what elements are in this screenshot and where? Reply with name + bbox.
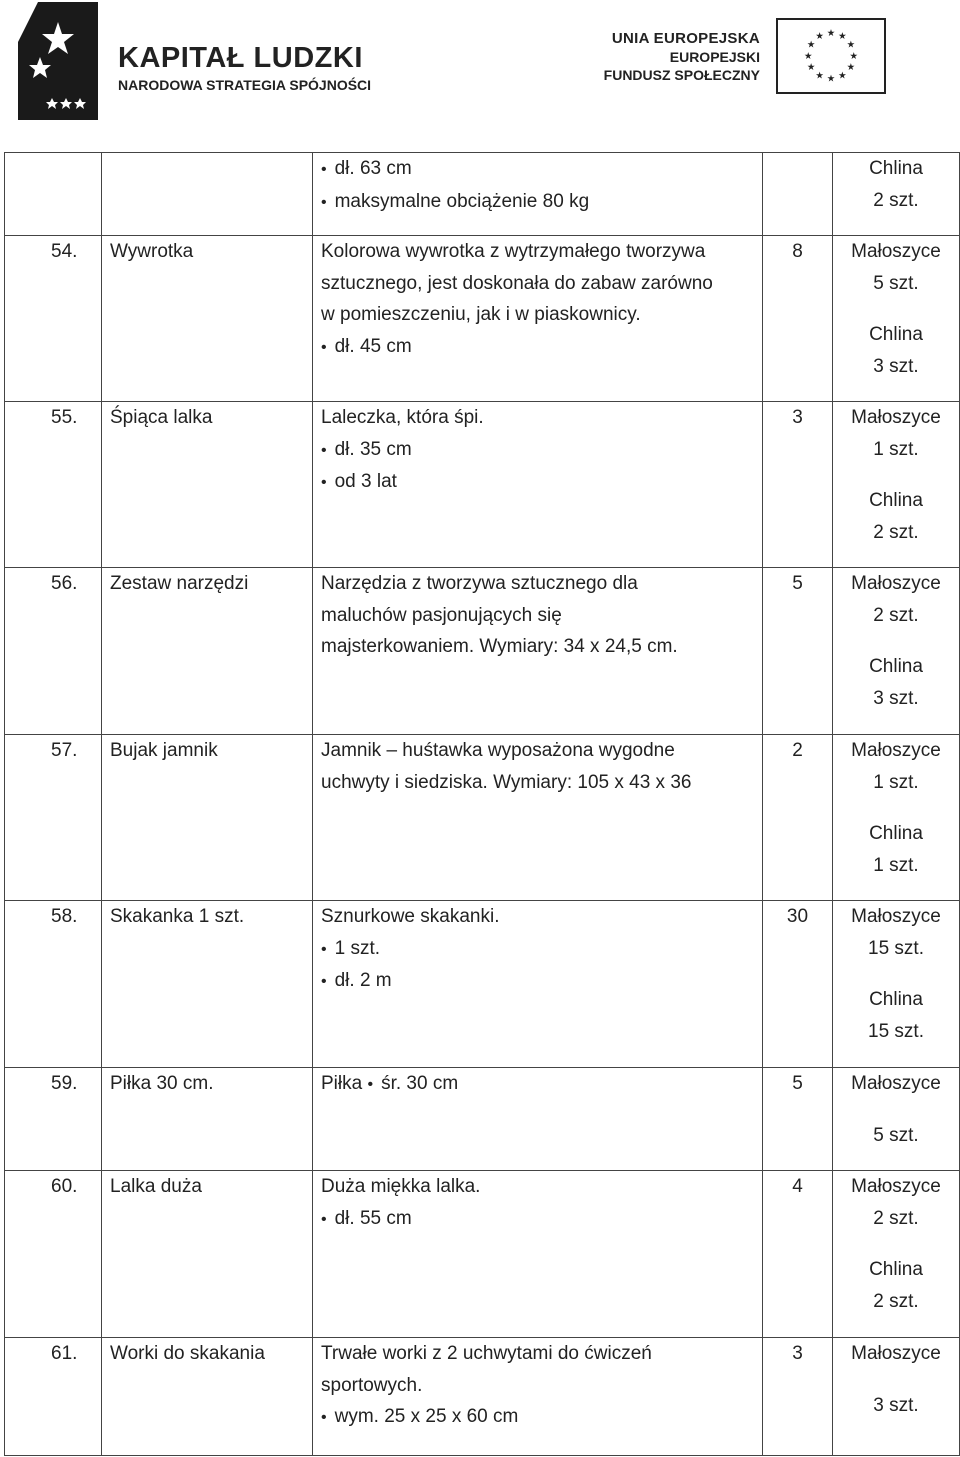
distribution-line: Małoszyce xyxy=(851,1343,941,1364)
item-quantity: 5 xyxy=(763,1068,833,1171)
description-line xyxy=(321,1068,756,1101)
item-quantity: 3 xyxy=(763,402,833,568)
item-distribution xyxy=(833,153,960,236)
distribution-line: Małoszyce xyxy=(851,573,941,594)
distribution-line: Chlina xyxy=(869,989,923,1010)
svg-text:★: ★ xyxy=(826,73,836,85)
distribution-line: Małoszyce xyxy=(851,241,941,262)
kapital-ludzki-title: KAPITAŁ LUDZKI xyxy=(118,42,363,74)
description-line: Trwałe worki z 2 uchwytami do ćwiczeń xyxy=(321,1343,652,1364)
item-number: 60. xyxy=(5,1171,102,1338)
svg-text:★: ★ xyxy=(826,28,836,40)
item-name xyxy=(102,153,313,236)
item-distribution xyxy=(833,1068,960,1171)
distribution-line: Chlina xyxy=(869,490,923,511)
item-name: Lalka duża xyxy=(102,1171,313,1338)
distribution-line: 5 szt. xyxy=(873,1124,919,1146)
item-distribution xyxy=(833,735,960,901)
svg-text:★: ★ xyxy=(838,30,847,42)
item-number: 55. xyxy=(5,402,102,568)
bullet-item: • śr. 30 cm xyxy=(367,1073,458,1094)
item-name: Śpiąca lalka xyxy=(102,402,313,568)
item-number: 58. xyxy=(5,901,102,1068)
distribution-line: 1 szt. xyxy=(873,438,919,460)
item-quantity: 3 xyxy=(763,1338,833,1456)
distribution-line: 2 szt. xyxy=(873,189,919,211)
table-row xyxy=(5,735,960,901)
description-line: Laleczka, która śpi. xyxy=(321,407,484,428)
distribution-line: Chlina xyxy=(869,324,923,345)
svg-text:★: ★ xyxy=(806,39,816,51)
bullet-item: • dł. 2 m xyxy=(321,965,756,998)
kapital-ludzki-subtitle: NARODOWA STRATEGIA SPÓJNOŚCI xyxy=(118,77,372,93)
description-line: Kolorowa wywrotka z wytrzymałego tworzywa xyxy=(321,241,706,262)
description-text: Piłka xyxy=(321,1073,368,1094)
description-line: maluchów pasjonujących się xyxy=(321,604,562,626)
distribution-line: Chlina xyxy=(869,158,923,179)
table-row xyxy=(5,402,960,568)
svg-text:★: ★ xyxy=(846,39,856,51)
item-number: 57. xyxy=(5,735,102,901)
distribution-line: 15 szt. xyxy=(868,937,924,959)
item-distribution xyxy=(833,402,960,568)
item-number: 59. xyxy=(5,1068,102,1171)
item-description xyxy=(313,1171,763,1338)
table-row xyxy=(5,1068,960,1171)
distribution-line: 1 szt. xyxy=(873,771,919,793)
items-table xyxy=(4,152,960,1456)
item-distribution xyxy=(833,1171,960,1338)
item-description xyxy=(313,153,763,236)
item-name: Worki do skakania xyxy=(102,1338,313,1456)
table-row xyxy=(5,236,960,402)
bullet-item: • dł. 45 cm xyxy=(321,331,756,364)
distribution-line: Małoszyce xyxy=(851,407,941,428)
table-row xyxy=(5,1338,960,1456)
distribution-line: 2 szt. xyxy=(873,521,919,543)
item-quantity: 30 xyxy=(763,901,833,1068)
distribution-line: 2 szt. xyxy=(873,604,919,626)
eu-label-line2: EUROPEJSKI xyxy=(669,49,760,65)
distribution-line: Chlina xyxy=(869,1259,923,1280)
item-quantity: 8 xyxy=(763,236,833,402)
item-description xyxy=(313,568,763,735)
eu-flag-icon xyxy=(776,18,886,94)
item-quantity: 4 xyxy=(763,1171,833,1338)
distribution-line: 3 szt. xyxy=(873,687,919,709)
item-name: Wywrotka xyxy=(102,236,313,402)
item-distribution xyxy=(833,1338,960,1456)
item-distribution xyxy=(833,236,960,402)
bullet-item: • 1 szt. xyxy=(321,933,756,966)
distribution-line: Małoszyce xyxy=(851,906,941,927)
description-line: sztucznego, jest doskonała do zabaw zarówno xyxy=(321,272,713,294)
item-quantity: 5 xyxy=(763,568,833,735)
bullet-item: • wym. 25 x 25 x 60 cm xyxy=(321,1401,756,1434)
svg-text:★: ★ xyxy=(846,62,856,74)
eu-label-line1: UNIA EUROPEJSKA xyxy=(611,30,760,47)
table-row xyxy=(5,568,960,735)
item-description xyxy=(313,1068,763,1171)
item-distribution xyxy=(833,568,960,735)
item-description xyxy=(313,901,763,1068)
distribution-line: Małoszyce xyxy=(851,740,941,761)
table-row xyxy=(5,153,960,236)
svg-text:★: ★ xyxy=(815,70,824,82)
bullet-item: • dł. 35 cm xyxy=(321,434,756,467)
svg-text:★: ★ xyxy=(806,62,816,74)
distribution-line: 5 szt. xyxy=(873,272,919,294)
item-description xyxy=(313,402,763,568)
svg-text:★: ★ xyxy=(849,50,858,62)
bullet-item: • maksymalne obciążenie 80 kg xyxy=(321,186,756,219)
page-header xyxy=(0,0,960,130)
eu-label xyxy=(604,30,760,84)
item-distribution xyxy=(833,901,960,1068)
item-number: 54. xyxy=(5,236,102,402)
description-line: Narzędzia z tworzywa sztucznego dla xyxy=(321,573,638,594)
bullet-item: • dł. 55 cm xyxy=(321,1203,756,1236)
description-line: w pomieszczeniu, jak i w piaskownicy. xyxy=(321,304,641,325)
table-row xyxy=(5,1171,960,1338)
item-name: Zestaw narzędzi xyxy=(102,568,313,735)
distribution-line: 1 szt. xyxy=(873,854,919,876)
item-name: Skakanka 1 szt. xyxy=(102,901,313,1068)
svg-text:★: ★ xyxy=(838,70,847,82)
distribution-line: Chlina xyxy=(869,656,923,677)
distribution-line: 15 szt. xyxy=(868,1020,924,1042)
svg-text:★: ★ xyxy=(815,30,824,42)
item-description xyxy=(313,236,763,402)
distribution-line: 3 szt. xyxy=(873,355,919,377)
distribution-line: Małoszyce xyxy=(851,1073,941,1094)
kapital-ludzki-logo-icon xyxy=(18,2,98,120)
distribution-line: 2 szt. xyxy=(873,1207,919,1229)
bullet-item: • dł. 63 cm xyxy=(321,153,756,186)
item-number: 56. xyxy=(5,568,102,735)
item-description xyxy=(313,1338,763,1456)
description-line: Jamnik – huśtawka wyposażona wygodne xyxy=(321,740,675,761)
item-number: 61. xyxy=(5,1338,102,1456)
description-line: sportowych. xyxy=(321,1374,423,1396)
distribution-line: Chlina xyxy=(869,823,923,844)
item-name: Piłka 30 cm. xyxy=(102,1068,313,1171)
description-line: Duża miękka lalka. xyxy=(321,1176,481,1197)
eu-label-line3: FUNDUSZ SPOŁECZNY xyxy=(603,67,760,83)
item-name: Bujak jamnik xyxy=(102,735,313,901)
description-line: majsterkowaniem. Wymiary: 34 x 24,5 cm. xyxy=(321,636,678,657)
item-quantity xyxy=(763,153,833,236)
distribution-line: 2 szt. xyxy=(873,1290,919,1312)
svg-text:★: ★ xyxy=(804,50,813,62)
item-quantity: 2 xyxy=(763,735,833,901)
description-line: uchwyty i siedziska. Wymiary: 105 x 43 x 36 xyxy=(321,771,692,793)
item-description xyxy=(313,735,763,901)
description-line: Sznurkowe skakanki. xyxy=(321,906,500,927)
bullet-item: • od 3 lat xyxy=(321,466,756,499)
distribution-line: Małoszyce xyxy=(851,1176,941,1197)
item-number xyxy=(5,153,102,236)
table-row xyxy=(5,901,960,1068)
distribution-line: 3 szt. xyxy=(873,1394,919,1416)
